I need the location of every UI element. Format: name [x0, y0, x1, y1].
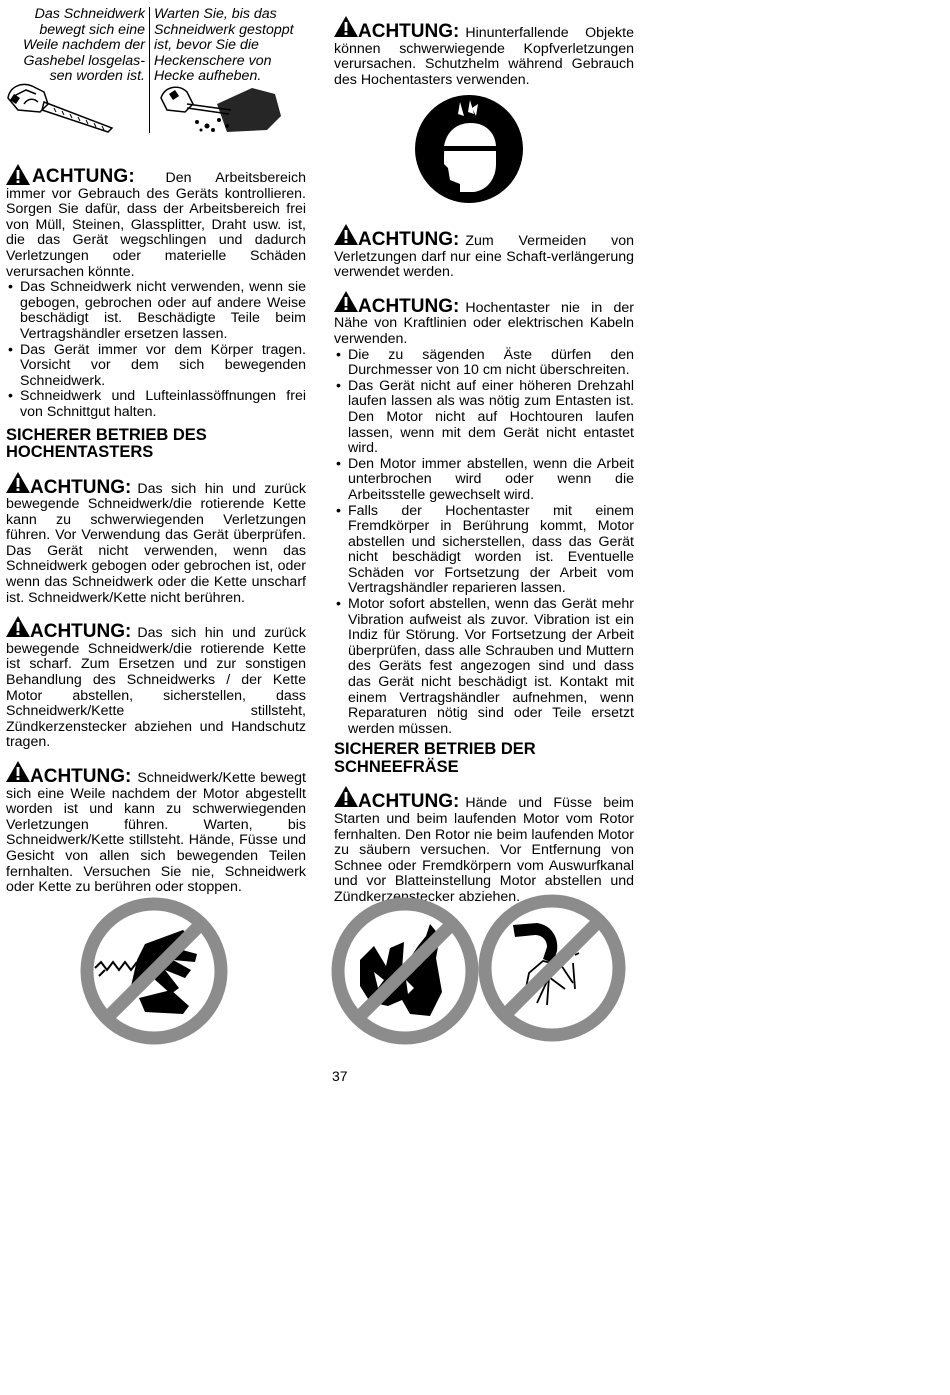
- warning-triangle-icon: [334, 224, 358, 245]
- warning-triangle-icon: [334, 291, 358, 312]
- caption-line: Gashebel losgelas-: [23, 52, 145, 69]
- caption-line: Warten Sie, bis das: [154, 6, 277, 22]
- section-heading: [334, 741, 634, 776]
- warning-triangle-icon: [6, 164, 30, 185]
- warning-paragraph: [334, 786, 634, 905]
- warning-triangle-icon: [6, 761, 30, 782]
- warning-paragraph: [6, 761, 306, 896]
- caption-line: Hecke aufheben.: [154, 68, 262, 85]
- caption-line: bewegt sich eine: [39, 21, 145, 38]
- no-hands-in-rotor-icon: [330, 896, 480, 1046]
- section-heading: [6, 427, 306, 462]
- warning-triangle-icon: [6, 616, 30, 637]
- warning-word: ACHTUNG:: [358, 21, 460, 42]
- heading-line: SICHERER BETRIEB DES: [6, 425, 207, 444]
- caption-line: sen worden ist.: [49, 68, 145, 85]
- caption-line: Weile nachdem der: [23, 37, 145, 54]
- warning-text: Hochentaster nie in der Nähe von Kraftlinien oder elektrischen Kabeln verwenden.: [334, 299, 634, 347]
- caption-line: Das Schneidwerk: [34, 6, 145, 22]
- warning-triangle-icon: [334, 786, 358, 807]
- warning-word: ACHTUNG:: [358, 229, 460, 250]
- caption-line: Heckenschere von: [154, 52, 272, 69]
- warning-text: Hinunterfallende Objekte können schwerwiegende Kopfverletzungen verursachen. Schutzhelm während Gebrauch des Hochentasters verwenden.: [334, 25, 634, 88]
- page-number: 37: [332, 1068, 348, 1084]
- caption-line: Schneidwerk gestoppt: [154, 21, 294, 38]
- heading-line: SICHERER BETRIEB DER: [334, 740, 536, 759]
- caption-right: [154, 7, 314, 85]
- heading-line: HOCHENTASTERS: [6, 443, 154, 461]
- list-item: • Das Gerät nicht auf einer höheren Drehzahl laufen lassen als was nötig zum Entasten ist. Den Motor nicht auf Hochtouren laufen lassen, wenn mit dem Gerät nicht entastet wird.: [334, 379, 634, 457]
- bullet-list: [6, 280, 306, 420]
- warning-triangle-icon: [334, 16, 358, 37]
- warning-paragraph: [334, 291, 634, 348]
- warning-triangle-icon: [6, 472, 30, 493]
- warning-word: ACHTUNG:: [30, 621, 132, 643]
- warning-word: ACHTUNG:: [30, 476, 132, 498]
- warning-paragraph: [6, 472, 306, 607]
- caption-line: ist, bevor Sie die: [154, 37, 259, 54]
- warning-word: ACHTUNG:: [358, 791, 460, 813]
- hard-hat-icon: [414, 94, 524, 204]
- warning-word: ACHTUNG:: [358, 295, 460, 317]
- warning-text: Zum Vermeiden von Verletzungen darf nur eine Schaft-verlängerung verwendet werden.: [334, 233, 634, 281]
- list-item: • Das Gerät immer vor dem Körper tragen. Vorsicht vor dem sich bewegenden Schneidwerk.: [6, 343, 306, 390]
- warning-paragraph: [334, 16, 634, 88]
- list-item: • Das Schneidwerk nicht verwenden, wenn sie gebogen, gebrochen oder auf andere Weise beschädigt ist. Beschädigte Teile beim Vertragshändler ersetzen lassen.: [6, 280, 306, 342]
- caption-divider: [149, 7, 150, 133]
- warning-text: Schneidwerk/Kette bewegt sich eine Weile nachdem der Motor abgestellt worden ist und kann zu schwerwiegenden Verletzungen führen. Warten, bis Schneidwerk/Kette stillsteht. Hände, Füsse und Gesicht von allen sich bewegenden Teilen fernhalten. Versuchen Sie nie, Schneidwerk oder Kette zu berühren oder stoppen.: [6, 770, 306, 896]
- list-item: • Motor sofort abstellen, wenn das Gerät mehr Vibration aufweist als zuvor. Vibration ist ein Indiz für Störung. Vor Fortsetzung der Arbeit überprüfen, dass alle Schrauben und Muttern des Geräts fest angezogen sind und dass das Gerät nicht beschädigt ist. Kontakt mit einem Vertragshändler aufnehmen, wenn Reparaturen nötig sind oder Teile ersetzt werden müssen.: [334, 597, 634, 737]
- list-item: • Die zu sägenden Äste dürfen den Durchmesser von 10 cm nicht überschreiten.: [334, 348, 634, 379]
- warning-word: ACHTUNG:: [30, 766, 132, 787]
- hedge-trimmer-cutting-illustration: [157, 82, 283, 134]
- warning-paragraph: [6, 616, 306, 751]
- right-column-2: [334, 224, 634, 906]
- warning-text: Den Arbeitsbereich immer vor Gebrauch des Geräts kontrollieren. Sorgen Sie dafür, dass der Arbeitsbereich frei von Müll, Steinen, Glassplitter, Draht usw. ist, die das Gerät wegschlingen und dadurch Verletzungen oder materielle Schäden verursachen könnte.: [6, 170, 306, 280]
- warning-text: Das sich hin und zurück bewegende Schneidwerk/die rotierende Kette ist scharf. Zum Ersetzen und zur sonstigen Behandlung des Schneidwerks / der Kette Motor abstellen, sicherstellen, dass Schneidwerk/Kette stillsteht, Zündkerzenstecker abziehen und Handschutz tragen.: [6, 625, 306, 751]
- caption-left: [10, 7, 145, 85]
- list-item: • Schneidwerk und Lufteinlassöffnungen frei von Schnittgut halten.: [6, 389, 306, 420]
- warning-paragraph: [334, 224, 634, 281]
- no-hands-near-blade-icon: [79, 896, 229, 1046]
- hedge-trimmer-illustration: [4, 78, 116, 136]
- heading-line: SCHNEEFRÄSE: [334, 757, 459, 776]
- list-item: • Falls der Hochentaster mit einem Fremdkörper in Berührung kommt, Motor abstellen und sicherstellen, dass das Gerät nicht beschädigt worden ist. Eventuelle Schäden vor Fortsetzung der Arbeit vom Vertragshändler reparieren lassen.: [334, 504, 634, 598]
- no-reaching-into-chute-icon: [477, 893, 627, 1043]
- warning-word: ACHTUNG:: [32, 166, 135, 187]
- warning-text: Hände und Füsse beim Starten und beim laufenden Motor vom Rotor fernhalten. Den Rotor nie beim laufenden Motor zu säubern versuchen. Vor Entfernung von Schnee oder Fremdkörpern vom Auswurfkanal und vor Blatteinstellung Motor abstellen und Zündkerzenstecker abziehen.: [334, 795, 634, 905]
- left-column: [6, 164, 306, 896]
- right-column: [334, 16, 634, 88]
- warning-paragraph: [6, 164, 306, 280]
- list-item: • Den Motor immer abstellen, wenn die Arbeit unterbrochen wird oder wenn die Arbeitsstelle gewechselt wird.: [334, 457, 634, 504]
- bullet-list: [334, 348, 634, 738]
- warning-text: Das sich hin und zurück bewegende Schneidwerk/die rotierende Kette kann zu schwerwiegenden Verletzungen führen. Vor Verwendung das Gerät überprüfen. Das Gerät nicht verwenden, wenn das Schneidwerk gebogen oder gebrochen ist, oder wenn das Schneidwerk oder die Kette unscharf ist. Schneidwerk/Kette nicht berühren.: [6, 480, 306, 606]
